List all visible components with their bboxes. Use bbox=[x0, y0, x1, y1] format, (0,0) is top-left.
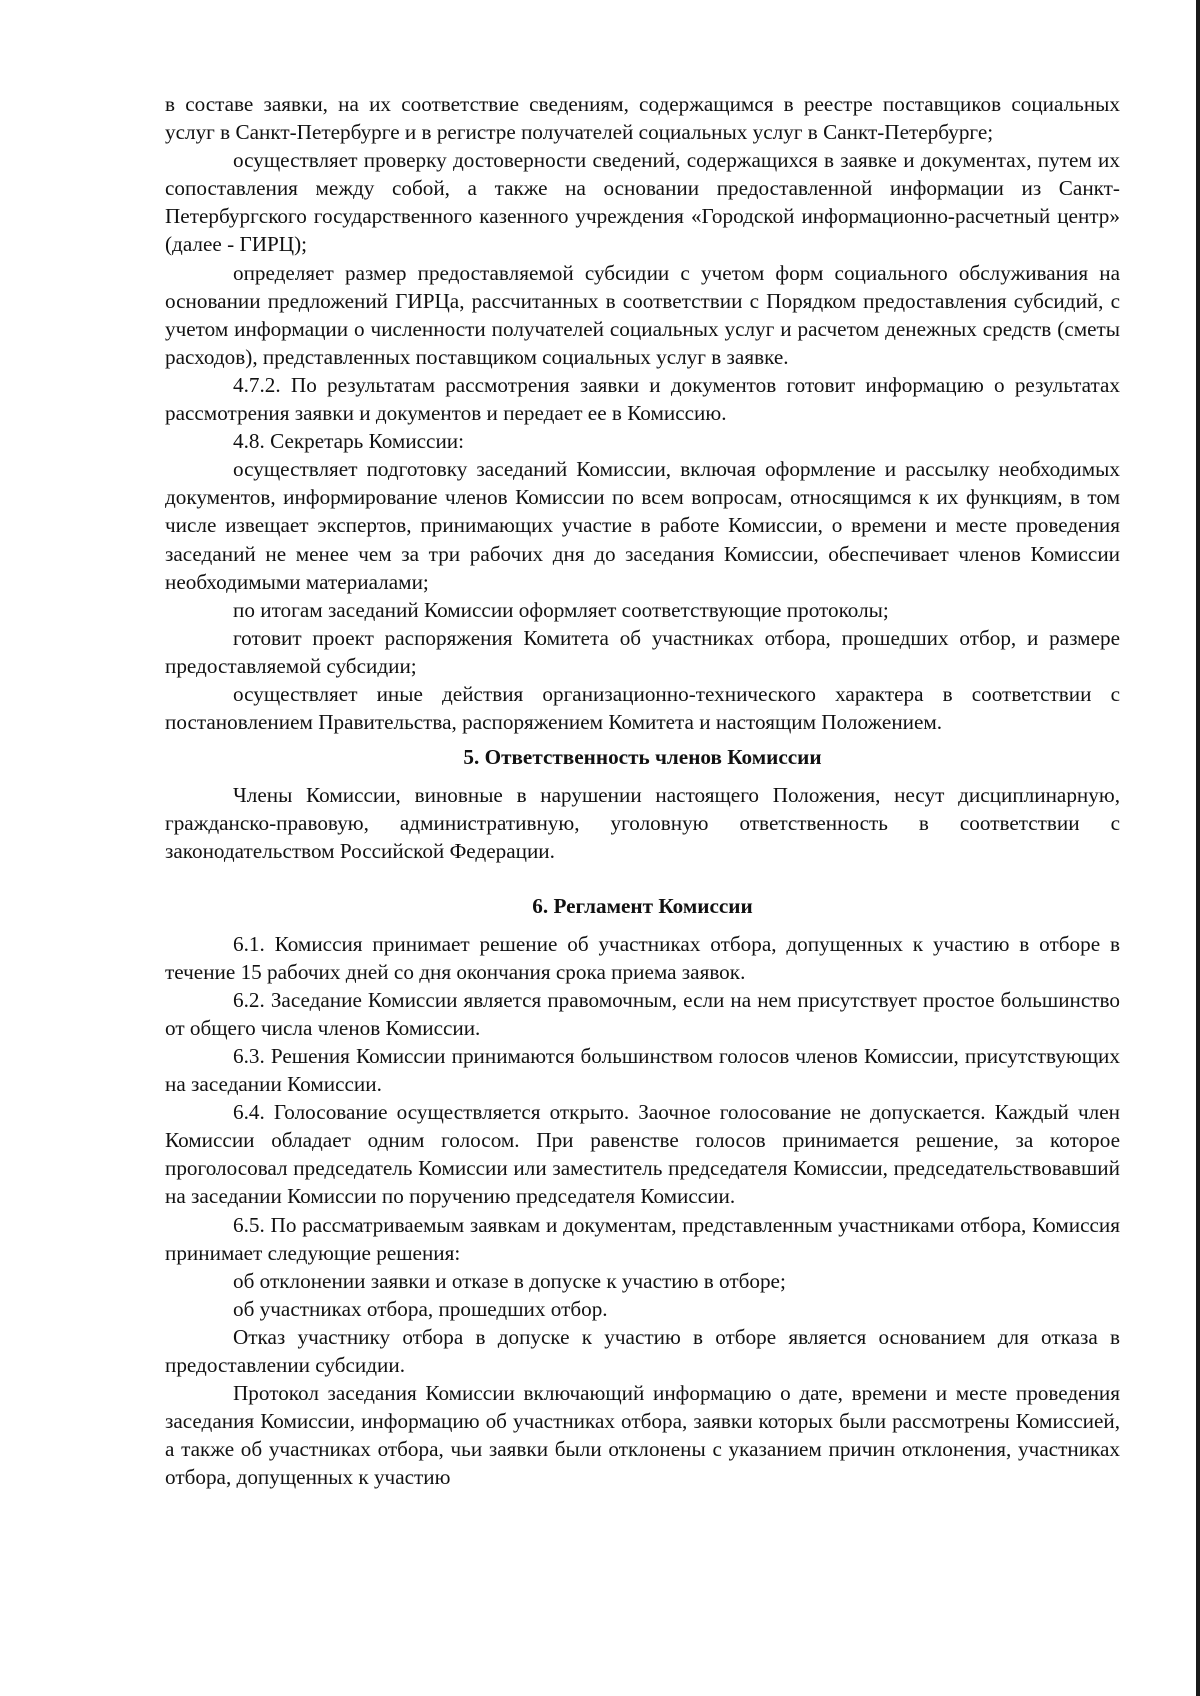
paragraph: осуществляет иные действия организационно-технического характера в соответствии с постановлением Правительства, распоряжением Комитета и настоящим Положением. bbox=[165, 681, 1120, 735]
paragraph: готовит проект распоряжения Комитета об участниках отбора, прошедших отбор, и размере предоставляемой субсидии; bbox=[165, 625, 1120, 678]
scan-edge bbox=[1196, 0, 1200, 1696]
paragraph: Протокол заседания Комиссии включающий информацию о дате, времени и месте проведения заседания Комиссии, информацию об участниках отбора, заявки которых были рассмотрены Комиссией, а также об участниках отбора, чьи заявки были отклонены с указанием причин отклонения, участниках отбора, допущенных к участию bbox=[165, 1381, 1120, 1490]
paragraph-6-4: 6.4. Голосование осуществляется открыто. Заочное голосование не допускается. Каждый член Комиссии обладает одним голосом. При равенстве голосов принимается решение, за которое проголосовал председатель Комиссии или заместитель председателя Комиссии, председательствовавший на заседании Комиссии по поручению председателя Комиссии. bbox=[165, 1100, 1120, 1209]
paragraph: Отказ участнику отбора в допуске к участию в отборе является основанием для отказа в предоставлении субсидии. bbox=[165, 1324, 1120, 1378]
paragraph-6-1: 6.1. Комиссия принимает решение об участниках отбора, допущенных к участию в отборе в течение 15 рабочих дней со дня окончания срока приема заявок. bbox=[165, 931, 1120, 984]
paragraph-4-7-2: 4.7.2. По результатам рассмотрения заявки и документов готовит информацию о результатах рассмотрения заявки и документов и передает ее в Комиссию. bbox=[165, 372, 1120, 426]
paragraph: по итогам заседаний Комиссии оформляет соответствующие протоколы; bbox=[233, 597, 889, 622]
paragraph-6-3: 6.3. Решения Комиссии принимаются большинством голосов членов Комиссии, присутствующих на заседании Комиссии. bbox=[165, 1044, 1120, 1097]
paragraph-6-2: 6.2. Заседание Комиссии является правомочным, если на нем присутствует простое большинство от общего числа членов Комиссии. bbox=[165, 987, 1120, 1040]
paragraph: об участниках отбора, прошедших отбор. bbox=[233, 1296, 608, 1321]
paragraph: об отклонении заявки и отказе в допуске к участию в отборе; bbox=[233, 1268, 786, 1293]
section-5-heading: 5. Ответственность членов Комиссии bbox=[463, 745, 822, 770]
document-page bbox=[165, 90, 1120, 1492]
paragraph: в составе заявки, на их соответствие сведениям, содержащимся в реестре поставщиков социальных услуг в Санкт-Петербурге и в регистре получателей социальных услуг в Санкт-Петербурге; bbox=[165, 92, 1120, 145]
paragraph: осуществляет проверку достоверности сведений, содержащихся в заявке и документах, путем их сопоставления между собой, а также на основании предоставленной информации из Санкт-Петербургского государственного казенного учреждения «Городской информационно-расчетный центр» (далее - ГИРЦ); bbox=[165, 148, 1120, 257]
paragraph: Члены Комиссии, виновные в нарушении настоящего Положения, несут дисциплинарную, гражданско-правовую, административную, уголовную ответственность в соответствии с законодательством Российской Федерации. bbox=[165, 783, 1120, 864]
paragraph-4-8: 4.8. Секретарь Комиссии: bbox=[233, 429, 465, 454]
paragraph-6-5: 6.5. По рассматриваемым заявкам и документам, представленным участниками отбора, Комиссия принимает следующие решения: bbox=[165, 1212, 1120, 1265]
paragraph: определяет размер предоставляемой субсидии с учетом форм социального обслуживания на основании предложений ГИРЦа, рассчитанных в соответствии с Порядком предоставления субсидий, с учетом информации о численности получателей социальных услуг и расчетом денежных средств (сметы расходов), представленных поставщиком социальных услуг в заявке. bbox=[165, 260, 1120, 369]
section-6-heading: 6. Регламент Комиссии bbox=[532, 893, 753, 918]
paragraph: осуществляет подготовку заседаний Комиссии, включая оформление и рассылку необходимых документов, информирование членов Комиссии по всем вопросам, относящимся к их функциям, в том числе извещает экспертов, принимающих участие в работе Комиссии, о времени и месте проведения заседаний не менее чем за три рабочих дня до заседания Комиссии, обеспечивает членов Комиссии необходимыми материалами; bbox=[165, 457, 1120, 594]
